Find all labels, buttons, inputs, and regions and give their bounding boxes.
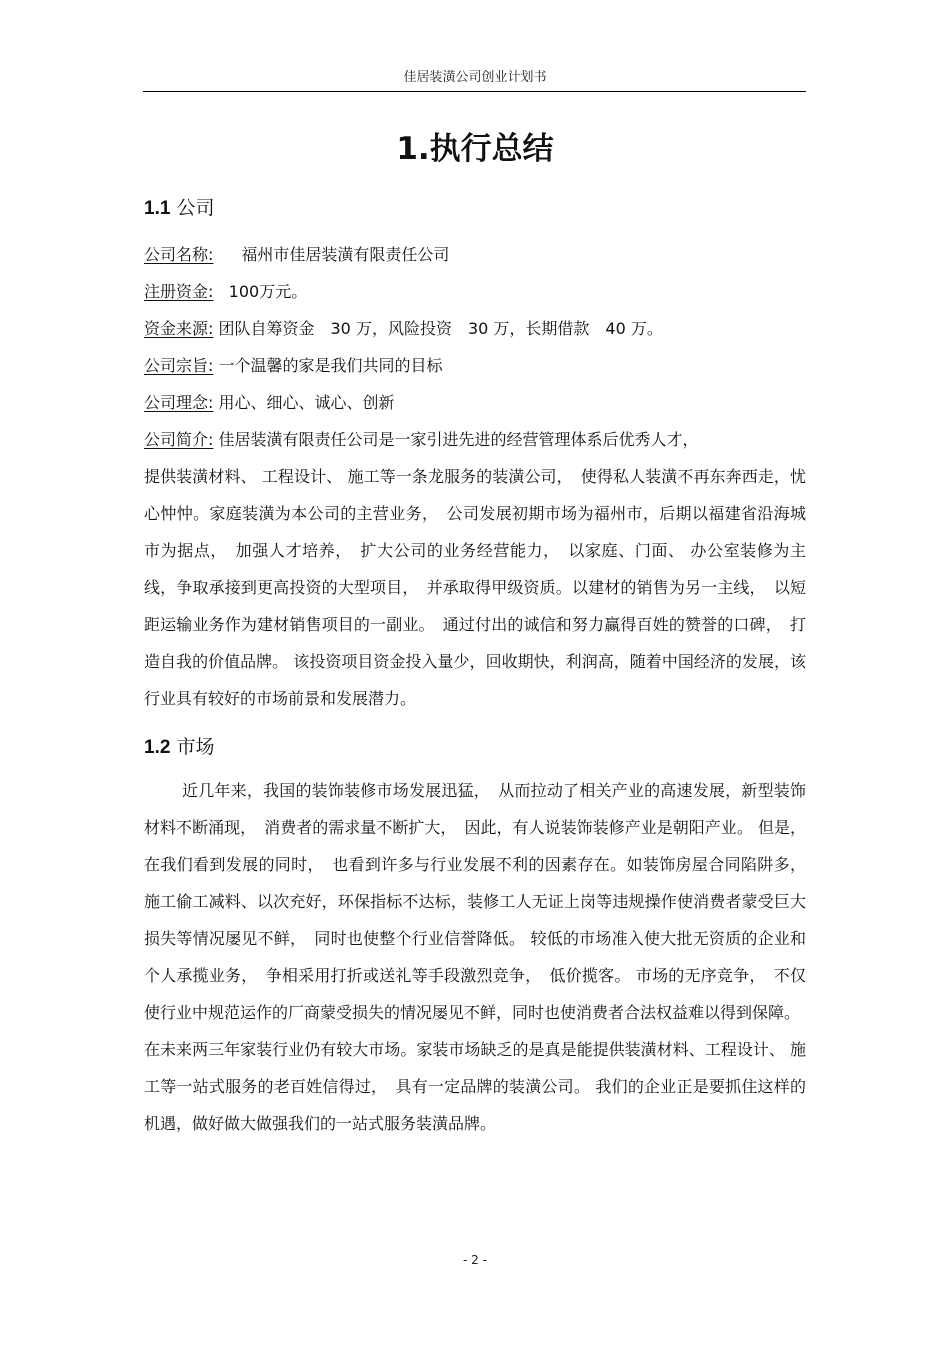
subsection-heading-market xyxy=(144,731,806,764)
market-paragraph-1: 近几年来，我国的装饰装修市场发展迅猛， 从而拉动了相关产业的高速发展，新型装饰材料不断涌现， 消费者的需求量不断扩大， 因此，有人说装饰装修产业是朝阳产业。 但是，在我们看到发展的同时， 也看到许多与行业发展不利的因素存在。如装饰房屋合同陷阱多，施工偷工减料、以次充好，环保指标不达标，装修工人无证上岗等违规操作使消费者蒙受巨大损失等情况屡见不鲜， 同时也使整个行业信誉降低。 较低的市场准入使大批无资质的企业和个人承揽业务， 争相采用打折或送礼等手段激烈竞争， 低价揽客。 市场的无序竞争， 不仅使行业中规范运作的厂商蒙受损失的情况屡见不鲜，同时也使消费者合法权益难以得到保障。 xyxy=(144,781,806,1022)
field-label: 公司宗旨: xyxy=(144,356,214,375)
field-label: 注册资金: xyxy=(144,282,214,301)
subsection-heading-company xyxy=(144,192,806,225)
field-value: 福州市佳居装潢有限责任公司 xyxy=(241,245,450,264)
subsection-title: 公司 xyxy=(176,197,215,219)
field-company-philosophy xyxy=(144,384,806,421)
field-label: 公司简介: xyxy=(144,430,214,449)
field-registered-capital xyxy=(144,273,806,310)
page-body xyxy=(144,120,806,1142)
field-company-intro xyxy=(144,421,806,458)
market-paragraph-2: 在未来两三年家装行业仍有较大市场。家装市场缺乏的是真是能提供装潢材料、工程设计、 施工等一站式服务的老百姓信得过， 具有一定品牌的装潢公司。 我们的企业正是要抓住这样的机遇，做好做大做强我们的一站式服务装潢品牌。 xyxy=(144,1040,806,1133)
subsection-number: 1.2 xyxy=(144,737,171,758)
subsection-number: 1.1 xyxy=(144,198,171,219)
field-label: 资金来源: xyxy=(144,319,214,338)
field-value: 团队自筹资金 30 万，风险投资 30 万，长期借款 40 万。 xyxy=(218,319,663,338)
field-company-purpose xyxy=(144,347,806,384)
subsection-title: 市场 xyxy=(176,736,215,758)
field-label: 公司名称: xyxy=(144,245,214,264)
field-value: 100万元。 xyxy=(228,282,308,301)
running-header: 佳居装潢公司创业计划书 xyxy=(403,70,547,85)
company-intro-paragraph: 提供装潢材料、 工程设计、 施工等一条龙服务的装潢公司， 使得私人装潢不再东奔西走，忧心忡忡。家庭装潢为本公司的主营业务， 公司发展初期市场为福州市，后期以福建省沿海城市为据点， 加强人才培养， 扩大公司的业务经营能力， 以家庭、门面、 办公室装修为主线，争取承接到更高投资的大型项目， 并承取得甲级资质。以建材的销售为另一主线， 以短距运输业务作为建材销售项目的一副业。 通过付出的诚信和努力赢得百姓的赞誉的口碑， 打造自我的价值品牌。 该投资项目资金投入量少，回收期快，利润高，随着中国经济的发展，该行业具有较好的市场前景和发展潜力。 xyxy=(144,467,806,708)
field-label: 公司理念: xyxy=(144,393,214,412)
header-rule xyxy=(143,91,806,92)
section-title: 1.执行总结 xyxy=(396,131,554,167)
field-value: 佳居装潢有限责任公司是一家引进先进的经营管理体系后优秀人才， xyxy=(218,430,699,449)
page-number: - 2 - xyxy=(463,1253,487,1267)
field-value: 一个温馨的家是我们共同的目标 xyxy=(218,356,443,375)
field-funding-source xyxy=(144,310,806,347)
field-company-name xyxy=(144,236,806,273)
field-value: 用心、细心、诚心、创新 xyxy=(218,393,395,412)
